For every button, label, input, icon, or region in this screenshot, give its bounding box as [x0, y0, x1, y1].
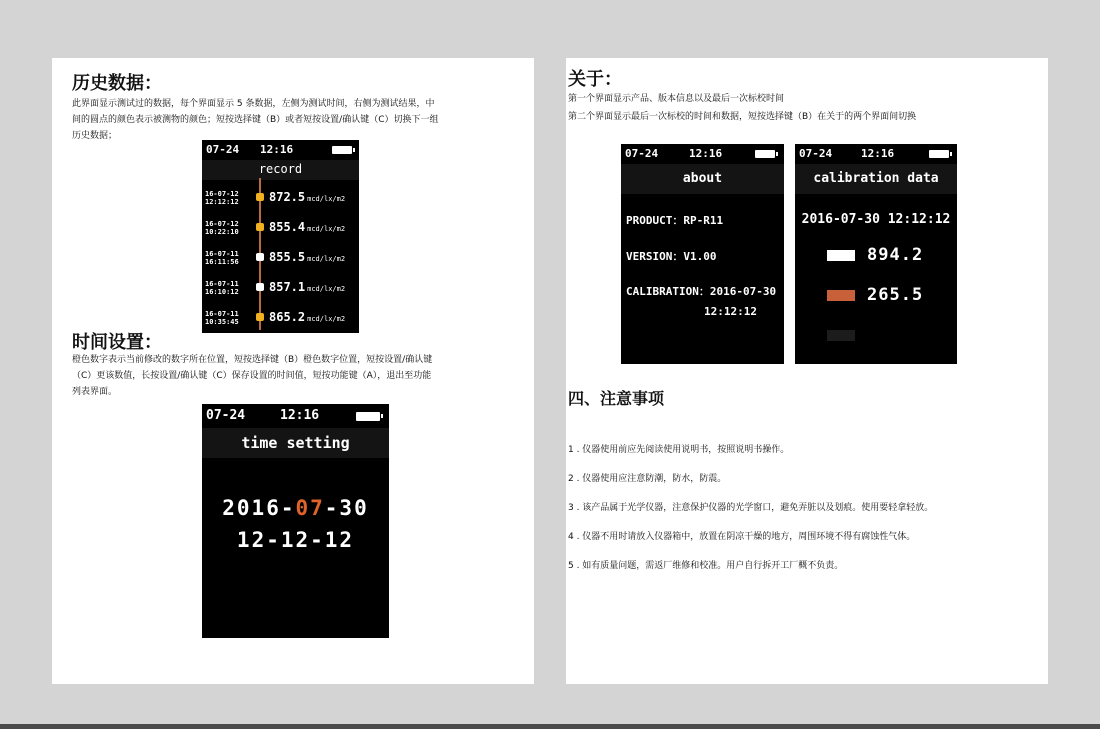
- time-desc-line: 列表界面。: [72, 387, 118, 397]
- about-description: [568, 90, 1038, 126]
- year-value: 2016-: [222, 496, 296, 520]
- record-date: 16-07-12: [205, 190, 239, 198]
- status-time: 12:16: [689, 147, 723, 160]
- history-description: [72, 96, 524, 144]
- time-setting-title: 时间设置：: [72, 332, 162, 353]
- history-title: 历史数据：: [72, 73, 162, 94]
- battery-icon: [755, 150, 775, 158]
- record-time: 10:22:10: [205, 228, 239, 236]
- notice-item: 2 . 仪器使用应注意防潮，防水，防震。: [568, 474, 727, 484]
- record-color-dot: [256, 223, 264, 231]
- calibration-datetime: 2016-07-30 12:12:12: [801, 212, 951, 227]
- status-bar: [202, 140, 359, 160]
- record-date: 16-07-11: [205, 310, 239, 318]
- record-date: 16-07-12: [205, 220, 239, 228]
- status-time: 12:16: [861, 147, 895, 160]
- record-value-group: [269, 190, 345, 206]
- notice-item: 4 . 仪器不用时请放入仪器箱中，放置在阴凉干燥的地方，周围环境不得有腐蚀性气体。: [568, 532, 916, 542]
- record-row: [202, 280, 359, 306]
- clock-setting: 12-12-12: [236, 528, 355, 552]
- bottom-divider: [0, 724, 1100, 729]
- date-setting: [202, 496, 389, 520]
- record-value-group: [269, 280, 345, 296]
- status-time: 12:16: [280, 408, 320, 423]
- month-value-highlighted: 07: [295, 496, 325, 520]
- record-screen: [202, 140, 359, 333]
- notices-title: 四、注意事项: [568, 389, 665, 408]
- record-time: 16:11:56: [205, 258, 239, 266]
- record-row: [202, 190, 359, 216]
- calibration-time-info: 12:12:12: [704, 305, 757, 318]
- record-color-dot: [256, 313, 264, 321]
- record-value: 855.4: [269, 220, 306, 234]
- record-datetime: [205, 280, 239, 296]
- record-row: [202, 220, 359, 246]
- screen-title: time setting: [241, 434, 350, 452]
- notice-item: 5 . 如有质量问题，需返厂维修和校准。用户自行拆开工厂概不负责。: [568, 561, 844, 571]
- screen-title: calibration data: [813, 171, 939, 186]
- record-unit: mcd/lx/m2: [307, 225, 346, 233]
- record-color-dot: [256, 283, 264, 291]
- record-value-group: [269, 310, 345, 326]
- status-date: 07-24: [799, 147, 833, 160]
- about-screen: [621, 144, 784, 364]
- status-time: 12:16: [260, 143, 294, 156]
- history-desc-line: 间的圆点的颜色表示被测物的颜色；短按选择键（B）或者短按设置/确认键（C）切换下一组: [72, 115, 439, 125]
- time-desc-line: 橙色数字表示当前修改的数字所在位置，短按选择键（B）橙色数字位置，短按设置/确认键: [72, 355, 433, 365]
- history-desc-line: 历史数据；: [72, 131, 118, 141]
- record-time: 16:10:12: [205, 288, 239, 296]
- battery-icon: [332, 146, 352, 154]
- status-date: 07-24: [206, 143, 240, 156]
- about-desc-line: 第一个界面显示产品、版本信息以及最后一次标校时间: [568, 94, 785, 104]
- record-unit: mcd/lx/m2: [307, 255, 346, 263]
- status-date: 07-24: [625, 147, 659, 160]
- status-bar: [202, 404, 389, 428]
- time-desc-line: （C）更该数值，长按设置/确认键（C）保存设置的时间值，短按功能键（A），退出至功能: [72, 371, 432, 381]
- calibration-color-swatch: [827, 290, 855, 301]
- record-color-dot: [256, 193, 264, 201]
- notice-item: 1 . 仪器使用前应先阅读使用说明书，按照说明书操作。: [568, 445, 790, 455]
- record-datetime: [205, 250, 239, 266]
- calibration-date-info: CALIBRATION：2016-07-30: [626, 285, 777, 298]
- battery-icon: [356, 412, 380, 421]
- product-info: PRODUCT：RP-R11: [626, 214, 724, 227]
- record-row: [202, 310, 359, 333]
- status-date: 07-24: [206, 408, 246, 423]
- record-value: 865.2: [269, 310, 306, 324]
- left-page: [52, 58, 534, 684]
- calibration-screen: [795, 144, 957, 364]
- version-info: VERSION：V1.00: [626, 250, 717, 263]
- record-unit: mcd/lx/m2: [307, 315, 346, 323]
- calibration-value: 265.5: [867, 285, 924, 305]
- record-unit: mcd/lx/m2: [307, 285, 346, 293]
- screen-title: about: [682, 171, 723, 186]
- screen-title: record: [258, 162, 303, 176]
- record-datetime: [205, 220, 239, 236]
- record-date: 16-07-11: [205, 250, 239, 258]
- status-bar: [795, 144, 957, 164]
- record-value: 857.1: [269, 280, 306, 294]
- empty-color-swatch: [827, 330, 855, 341]
- record-datetime: [205, 310, 239, 326]
- record-value: 855.5: [269, 250, 306, 264]
- record-date: 16-07-11: [205, 280, 239, 288]
- battery-icon: [929, 150, 949, 158]
- record-color-dot: [256, 253, 264, 261]
- history-desc-line: 此界面显示测试过的数据，每个界面显示 5 条数据，左侧为测试时间，右侧为测试结果，中: [72, 99, 435, 109]
- calibration-value: 894.2: [867, 245, 924, 265]
- right-page: [566, 58, 1048, 684]
- record-datetime: [205, 190, 239, 206]
- time-setting-description: [72, 352, 527, 400]
- record-row: [202, 250, 359, 276]
- time-setting-screen: [202, 404, 389, 638]
- calibration-color-swatch: [827, 250, 855, 261]
- record-time: 10:35:45: [205, 318, 239, 326]
- record-value-group: [269, 250, 345, 266]
- record-value-group: [269, 220, 345, 236]
- record-value: 872.5: [269, 190, 306, 204]
- status-bar: [621, 144, 784, 164]
- notice-item: 3 . 该产品属于光学仪器，注意保护仪器的光学窗口，避免弄脏以及划痕。使用要轻拿轻放。: [568, 503, 934, 513]
- about-title: 关于：: [568, 69, 622, 90]
- about-desc-line: 第二个界面显示最后一次标校的时间和数据，短按选择键（B）在关于的两个界面间切换: [568, 112, 917, 122]
- record-unit: mcd/lx/m2: [307, 195, 346, 203]
- record-time: 12:12:12: [205, 198, 239, 206]
- day-value: -30: [324, 496, 369, 520]
